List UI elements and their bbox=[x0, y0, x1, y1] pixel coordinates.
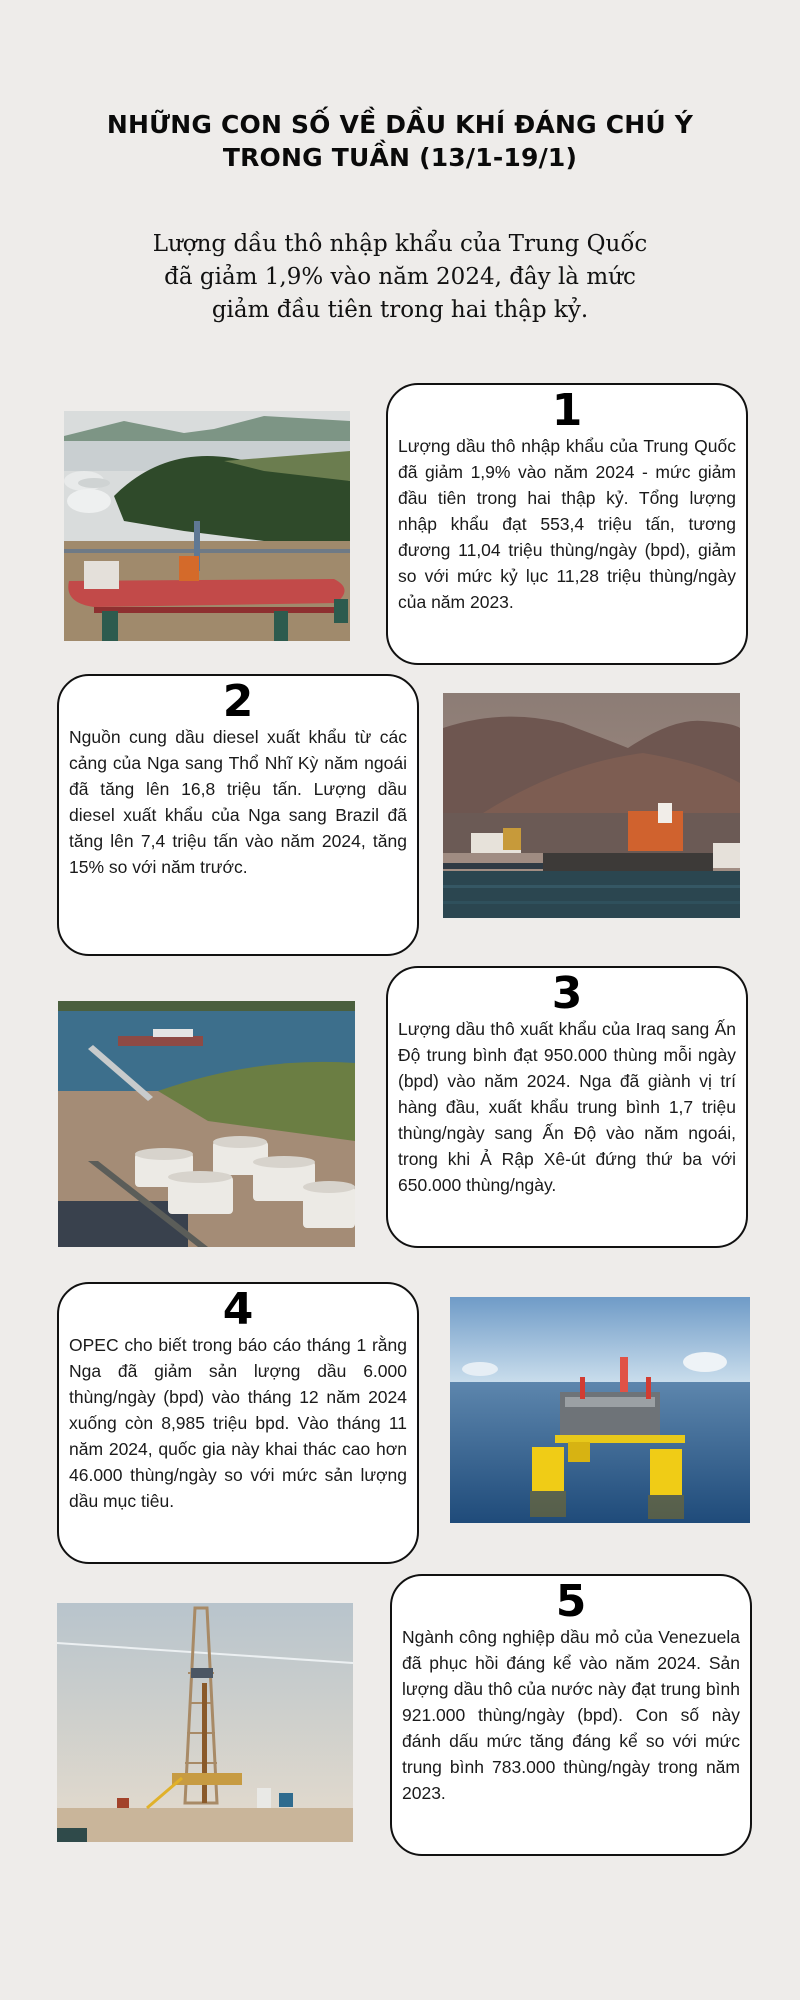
fact-number: 1 bbox=[551, 385, 583, 436]
oil-tanker-at-port-photo bbox=[64, 411, 350, 641]
fact-text: OPEC cho biết trong báo cáo tháng 1 rằng Nga đã giảm sản lượng dầu 6.000 thùng/ngày (bpd) vào tháng 12 năm 2024 xuống còn 8,985 triệu bpd. Vào tháng 11 năm 2024, quốc gia này khai thác cao hơn 46.000 thùng/ngày so với mức sản lượng dầu mục tiêu. bbox=[69, 1335, 407, 1511]
title-line-1: NHỮNG CON SỐ VỀ DẦU KHÍ ĐÁNG CHÚ Ý bbox=[106, 110, 694, 139]
fact-number: 5 bbox=[555, 1576, 587, 1627]
storage-tanks-terminal-photo bbox=[58, 1001, 355, 1247]
drilling-rig-photo bbox=[57, 1603, 353, 1842]
subtitle-line-1: Lượng dầu thô nhập khẩu của Trung Quốc bbox=[152, 231, 648, 257]
fact-card-5 bbox=[390, 1574, 752, 1856]
fact-text: Nguồn cung dầu diesel xuất khẩu từ các cảng của Nga sang Thổ Nhĩ Kỳ năm ngoái đã tăng lên 16,8 triệu tấn. Lượng dầu diesel xuất khẩu của Nga sang Brazil đã tăng lên 7,4 triệu tấn vào năm 2024, tăng 15% so với năm trước. bbox=[69, 727, 407, 877]
subtitle-line-3: giảm đầu tiên trong hai thập kỷ. bbox=[211, 297, 589, 323]
fact-card-1 bbox=[386, 383, 748, 665]
fact-number: 2 bbox=[222, 676, 254, 727]
fact-text: Ngành công nghiệp dầu mỏ của Venezuela đã phục hồi đáng kể vào năm 2024. Sản lượng dầu thô của nước này đạt trung bình 921.000 thùng/ngày (bpd). Con số này đánh dấu mức tăng đáng kể so với mức trung bình 783.000 thùng/ngày trong năm 2023. bbox=[402, 1627, 740, 1803]
fact-text: Lượng dầu thô nhập khẩu của Trung Quốc đã giảm 1,9% vào năm 2024 - mức giảm đầu tiên trong hai thập kỷ. Tổng lượng nhập khẩu đạt 553,4 triệu tấn, tương đương 11,04 triệu thùng/ngày (bpd), giảm so với mức kỷ lục 11,28 triệu thùng/ngày của năm 2023. bbox=[398, 436, 736, 612]
subtitle-line-2: đã giảm 1,9% vào năm 2024, đây là mức bbox=[164, 264, 636, 290]
fact-text: Lượng dầu thô xuất khẩu của Iraq sang Ấn Độ trung bình đạt 950.000 thùng mỗi ngày (bpd) vào năm 2024. Nga đã giành vị trí hàng đầu, xuất khẩu trung bình 1,7 triệu thùng/ngày sang Ấn Độ vào năm ngoái, trong khi Ả Rập Xê-út đứng thứ ba với 650.000 thùng/ngày. bbox=[398, 1019, 736, 1195]
page-title bbox=[0, 108, 800, 174]
fact-number: 3 bbox=[551, 968, 583, 1019]
title-line-2: TRONG TUẦN (13/1-19/1) bbox=[222, 143, 578, 172]
page-subtitle bbox=[110, 228, 690, 327]
fact-card-2 bbox=[57, 674, 419, 956]
fact-card-4 bbox=[57, 1282, 419, 1564]
fact-number: 4 bbox=[222, 1284, 254, 1335]
russian-port-ships-photo bbox=[443, 693, 740, 918]
offshore-platform-photo bbox=[450, 1297, 750, 1523]
fact-card-3 bbox=[386, 966, 748, 1248]
